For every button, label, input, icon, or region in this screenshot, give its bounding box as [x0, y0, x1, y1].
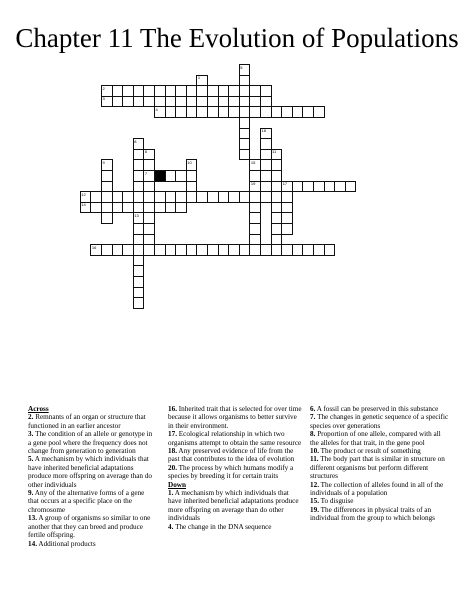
clue-text: The condition of an allele or genotype in a gene pool where the frequency does not change from generation to generation — [28, 430, 153, 456]
clue-text: Additional products — [38, 539, 96, 548]
clue-text: A mechanism by which individuals that have inherited beneficial adaptations produce more offspring on average than do other individuals — [168, 489, 299, 523]
clue-number: 17. — [168, 430, 177, 439]
clue-down-7 — [310, 413, 450, 430]
grid-cell[interactable] — [324, 244, 336, 256]
across-heading: Across — [28, 405, 49, 413]
clue-text: The process by which humans modify a species by breeding it for certain traits — [168, 463, 294, 481]
clue-down-15 — [310, 497, 450, 505]
clue-number-label: 6 — [144, 149, 148, 155]
clue-text: Proportion of one allele, compared with all the alleles for that trait, in the gene pool — [310, 430, 441, 447]
clue-number: 8. — [310, 430, 316, 439]
clues-column-2 — [168, 405, 304, 531]
clue-across-13 — [28, 514, 156, 539]
clue-across-9 — [28, 489, 156, 514]
clue-across-5 — [28, 455, 156, 489]
clue-number-label: 8 — [134, 138, 137, 144]
clue-across-3 — [28, 430, 156, 455]
clues-column-1 — [28, 405, 156, 548]
clue-down-10 — [310, 447, 450, 455]
clue-number: 12. — [310, 480, 319, 489]
clue-number-label: 1 — [197, 75, 201, 81]
clue-number: 6. — [310, 405, 316, 413]
clue-text: Inherited trait that is selected for over time because it allows organisms to better survive in their environment. — [168, 405, 302, 430]
grid-cell[interactable] — [186, 181, 198, 193]
clue-number: 10. — [310, 447, 319, 456]
clue-number: 13. — [28, 514, 37, 523]
clue-down-12 — [310, 481, 450, 498]
clue-number-label: 11 — [272, 149, 277, 155]
down-heading: Down — [168, 480, 186, 489]
grid-cell[interactable] — [133, 297, 145, 309]
clue-text: The changes in genetic sequence of a specific species over generations — [310, 413, 449, 430]
clue-number: 20. — [168, 463, 177, 472]
grid-cell[interactable] — [175, 202, 187, 214]
clue-number: 15. — [310, 497, 319, 506]
clue-number-label: 14 — [81, 202, 86, 208]
clue-text: A fossil can be preserved in this substance — [316, 405, 439, 413]
clues-column-3 — [310, 405, 450, 523]
clue-text: The change in the DNA sequence — [175, 522, 272, 531]
clue-down-6 — [310, 405, 450, 413]
grid-cell[interactable] — [143, 181, 155, 193]
clue-number-label: 19 — [250, 181, 256, 187]
clue-text: The body part that is similar in structure on different organisms but perform different structures — [310, 455, 445, 481]
clue-number: 11. — [310, 455, 319, 464]
clue-number: 1. — [168, 489, 174, 498]
clue-number-label: 13 — [134, 212, 139, 218]
clue-down-11 — [310, 455, 450, 480]
clue-text: The product or result of something — [320, 447, 421, 456]
clue-number-label: 17 — [282, 181, 288, 187]
clue-number: 18. — [168, 447, 177, 456]
clue-across-14 — [28, 540, 156, 548]
clue-text: The collection of alleles found in all of the individuals of a population — [310, 480, 444, 498]
grid-cell[interactable] — [313, 106, 325, 118]
clue-text: Any preserved evidence of life from the past that contributes to the idea of evolution — [168, 447, 295, 464]
clue-down-1 — [168, 489, 304, 523]
clue-number-label: 12 — [81, 191, 86, 197]
clue-down-19 — [310, 506, 450, 523]
grid-cell[interactable] — [271, 234, 283, 246]
clue-number: 3. — [28, 430, 34, 439]
clue-across-20 — [168, 464, 304, 481]
clue-number-label: 5 — [240, 64, 243, 70]
clue-text: To disguise — [320, 497, 354, 506]
clue-number-label: 10 — [187, 159, 192, 165]
grid-cell[interactable] — [281, 223, 293, 235]
clues-section — [0, 405, 474, 613]
clue-number: 9. — [28, 489, 34, 498]
grid-cell[interactable] — [249, 234, 261, 246]
grid-cell[interactable] — [133, 234, 145, 246]
clue-text: The differences in physical traits of an individual from the group to which belongs — [310, 505, 435, 523]
clue-text: Ecological relationship in which two organisms attempt to obtain the same resource — [168, 430, 302, 447]
clue-number-label: 3 — [102, 96, 105, 102]
clue-number: 16. — [168, 405, 177, 413]
grid-cell[interactable] — [239, 75, 251, 87]
clue-text: Remnants of an organ or structure that functioned in an earlier ancestor — [28, 413, 146, 430]
clue-number-label: 2 — [102, 85, 105, 91]
clue-number: 7. — [310, 413, 316, 422]
clue-number-label: 4 — [155, 106, 158, 112]
clue-number-label: 15 — [250, 159, 256, 165]
clue-text: A mechanism by which individuals that have inherited beneficial adaptations produce more offspring on average than do other individuals — [28, 455, 153, 489]
grid-cell[interactable] — [101, 181, 113, 193]
clue-down-4 — [168, 523, 304, 531]
page-title: Chapter 11 The Evolution of Populations — [15, 23, 459, 53]
clue-number: 4. — [168, 522, 174, 531]
clue-text: Any of the alternative forms of a gene that occurs at a specific place on the chromosome — [28, 489, 145, 514]
grid-cell[interactable] — [260, 170, 272, 182]
clue-number: 2. — [28, 413, 34, 422]
clue-number: 5. — [28, 455, 34, 464]
clue-number-label: 18 — [261, 128, 266, 134]
grid-cell[interactable] — [143, 159, 155, 171]
clue-across-16 — [168, 405, 304, 430]
clue-number-label: 9 — [102, 159, 105, 165]
clue-number-label: 16 — [91, 244, 97, 250]
grid-cell[interactable] — [271, 170, 283, 182]
grid-cell[interactable] — [143, 234, 155, 246]
clue-across-2 — [28, 413, 156, 430]
grid-cell[interactable] — [345, 181, 357, 193]
clue-text: A group of organisms so similar to one another that they can breed and produce fertile offspring. — [28, 514, 151, 540]
clue-across-17 — [168, 430, 304, 447]
clue-number: 19. — [310, 505, 319, 514]
clue-number-label: 7 — [144, 170, 148, 176]
clue-number: 14. — [28, 539, 37, 548]
grid-cell[interactable] — [133, 181, 145, 193]
clue-down-8 — [310, 430, 450, 447]
grid-cell[interactable] — [101, 212, 113, 224]
clue-across-18 — [168, 447, 304, 464]
